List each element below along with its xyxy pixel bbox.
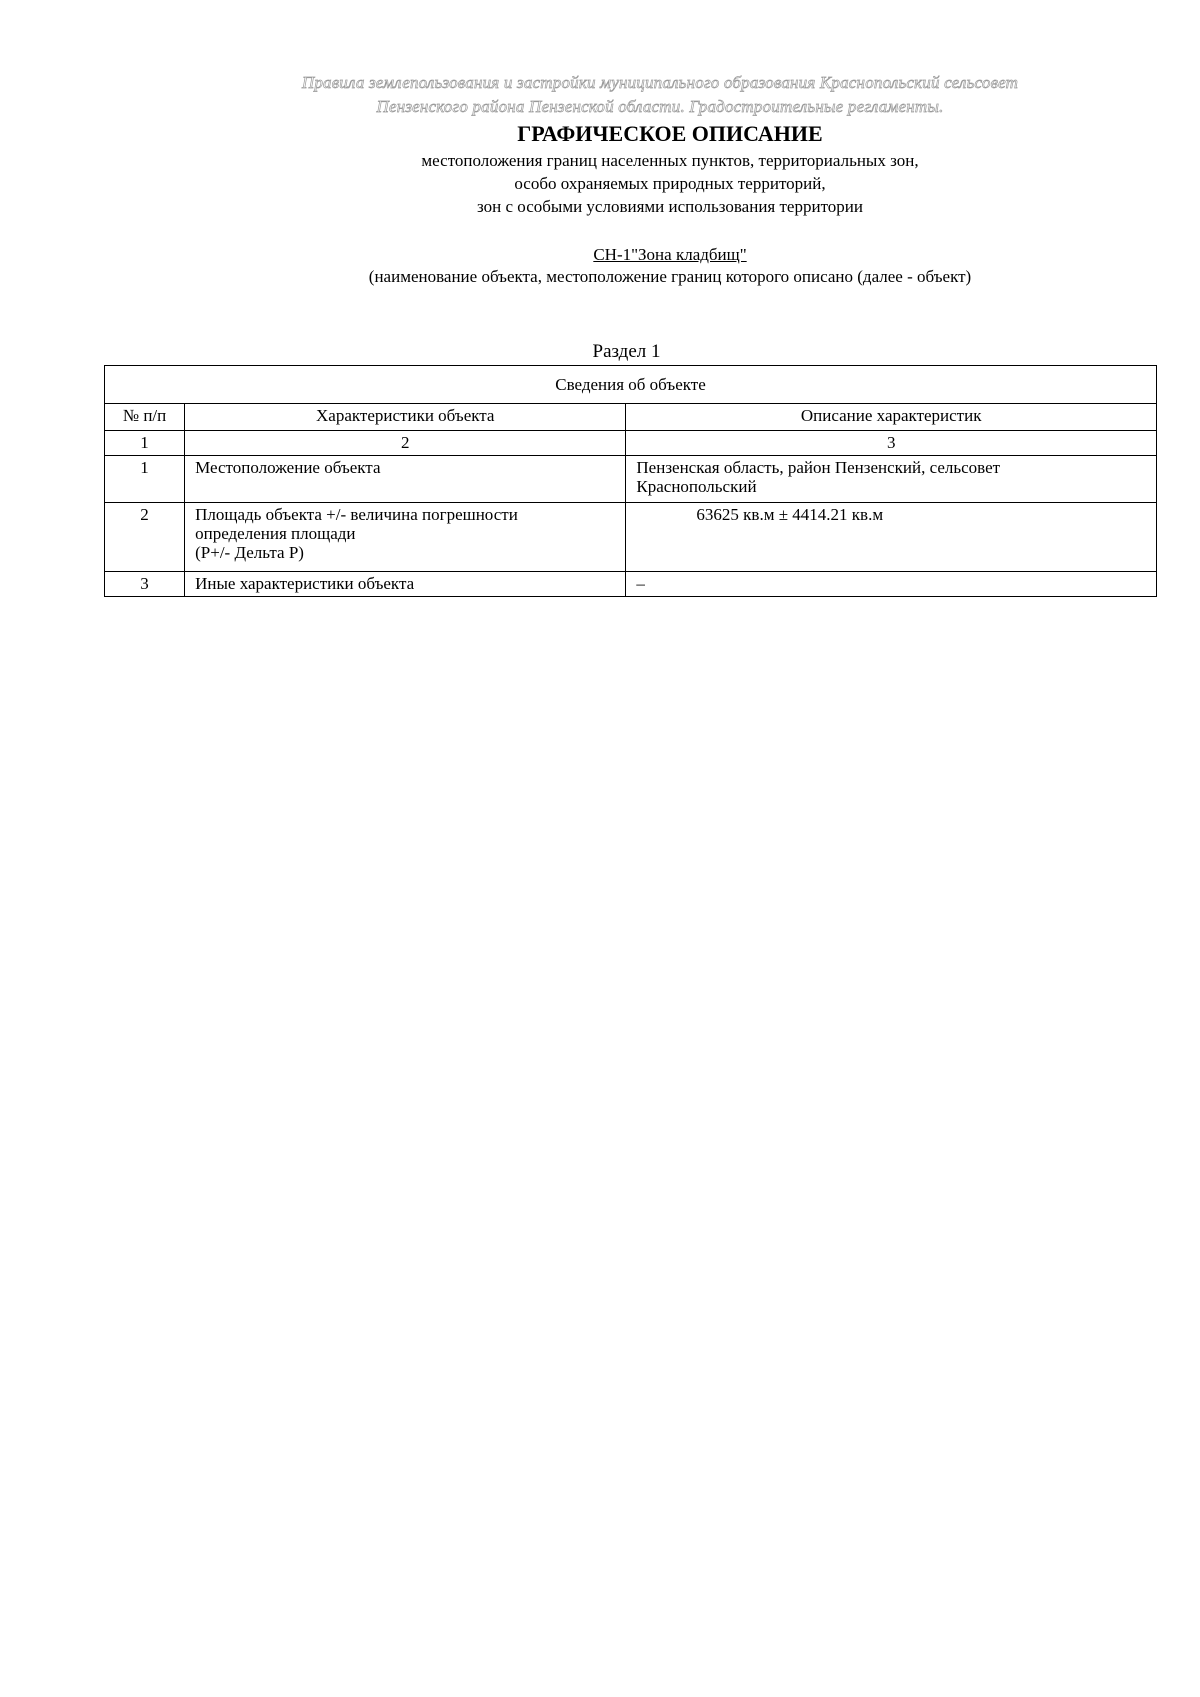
row-characteristic-line-2: определения площади: [195, 524, 356, 543]
object-name: [0, 244, 1200, 266]
header-watermark-line-1: Правила землепользования и застройки муниципального образования Краснопольский сельсовет: [301, 73, 1019, 92]
column-number-2: 2: [185, 431, 626, 456]
table-row: [105, 503, 1157, 572]
section-title: Раздел 1: [592, 341, 661, 362]
document-subtitle-line-2: особо охраняемых природных территорий,: [514, 174, 826, 193]
row-characteristic: Иные характеристики объекта: [185, 572, 626, 597]
row-description-line-2: Краснопольский: [636, 477, 757, 496]
row-number: 3: [105, 572, 185, 597]
row-characteristic-line-1: Площадь объекта +/- величина погрешности: [195, 505, 518, 524]
column-number-1: 1: [105, 431, 185, 456]
header-watermark-line-2: Пензенского района Пензенской области. Градостроительные регламенты.: [376, 97, 944, 116]
row-description-line-1: Пензенская область, район Пензенский, сельсовет: [636, 458, 1001, 477]
row-description: [626, 456, 1157, 503]
document-subtitle-line-1: местоположения границ населенных пунктов, территориальных зон,: [421, 151, 919, 170]
row-number: 1: [105, 456, 185, 503]
table-column-numbers-row: [105, 431, 1157, 456]
column-header-description: Описание характеристик: [626, 404, 1157, 431]
row-characteristic: [185, 503, 626, 572]
row-description: 63625 кв.м ± 4414.21 кв.м: [626, 503, 1157, 572]
table-caption: Сведения об объекте: [105, 366, 1157, 404]
object-name-text: СН-1"Зона кладбищ": [593, 245, 747, 264]
document-title: ГРАФИЧЕСКОЕ ОПИСАНИЕ: [517, 121, 823, 146]
column-number-3: 3: [626, 431, 1157, 456]
row-number: 2: [105, 503, 185, 572]
row-characteristic: Местоположение объекта: [185, 456, 626, 503]
table-row: [105, 456, 1157, 503]
object-info-table: [104, 365, 1157, 597]
table-row: [105, 572, 1157, 597]
row-characteristic-line-3: (P+/- Дельта P): [195, 543, 304, 562]
row-description: –: [626, 572, 1157, 597]
table-header-row: [105, 404, 1157, 431]
document-subtitle-line-3: зон с особыми условиями использования территории: [477, 197, 863, 216]
table-caption-row: [105, 366, 1157, 404]
column-header-characteristic: Характеристики объекта: [185, 404, 626, 431]
object-name-caption: (наименование объекта, местоположение границ которого описано (далее - объект): [368, 267, 972, 286]
column-header-number: № п/п: [105, 404, 185, 431]
